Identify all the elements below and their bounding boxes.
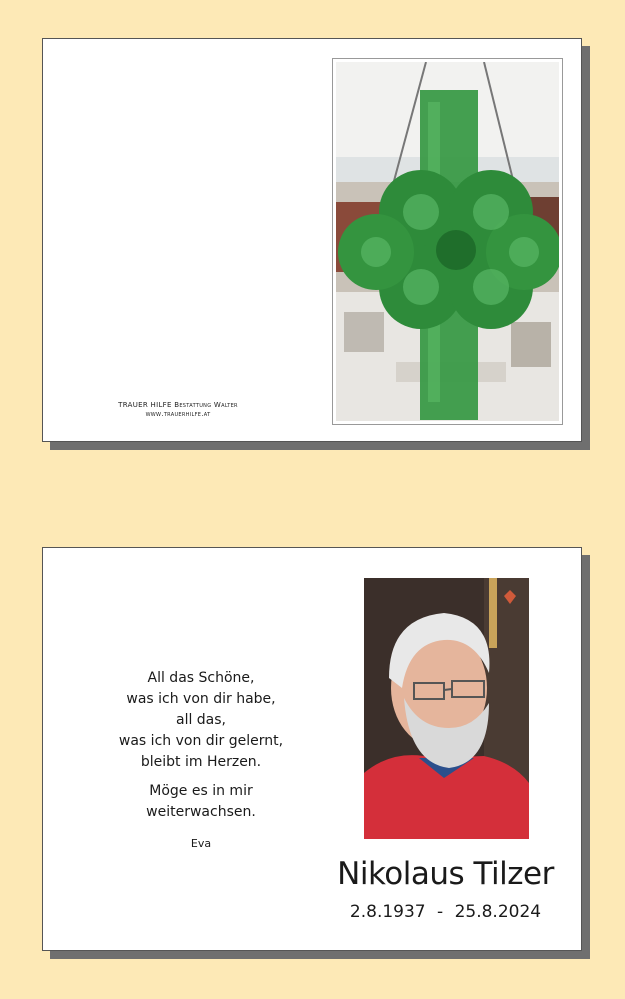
birth-date: 2.8.1937 <box>349 902 426 922</box>
poem-line: Möge es in mir <box>149 783 253 799</box>
poem-line: bleibt im Herzen. <box>140 754 262 770</box>
imprint-website: www.trauerhilfe.at <box>145 410 211 418</box>
poem-stanza-1 <box>91 668 311 773</box>
poem-line: was ich von dir gelernt, <box>118 733 284 749</box>
imprint <box>83 401 273 419</box>
poem-signature: Eva <box>190 837 212 850</box>
poem-line: all das, <box>175 712 227 728</box>
portrait-photo-icon <box>364 578 529 839</box>
green-glass-cross-icon <box>336 62 559 421</box>
poem-line: was ich von dir habe, <box>126 691 276 707</box>
poem <box>91 668 311 854</box>
life-dates <box>323 902 568 922</box>
cover-photo <box>332 58 563 425</box>
death-date: 25.8.2024 <box>454 902 542 922</box>
portrait-photo <box>364 578 529 839</box>
imprint-company: TRAUER HILFE Bestattung Walter <box>118 401 238 409</box>
poem-stanza-2 <box>91 781 311 823</box>
date-separator: - <box>437 902 444 922</box>
card-inside <box>42 547 582 951</box>
poem-line: weiterwachsen. <box>146 804 256 820</box>
poem-line: All das Schöne, <box>147 670 255 686</box>
card-outside <box>42 38 582 442</box>
deceased-name: Nikolaus Tilzer <box>337 856 554 892</box>
